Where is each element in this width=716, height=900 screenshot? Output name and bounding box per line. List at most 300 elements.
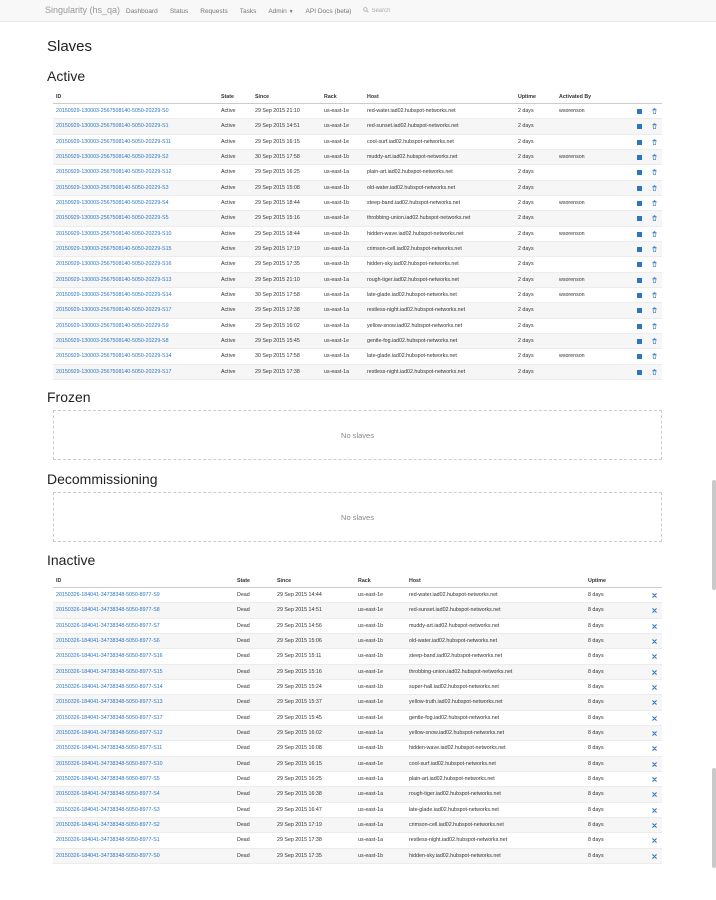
state-cell: Dead bbox=[237, 837, 250, 844]
uptime-cell: 8 days bbox=[588, 607, 604, 614]
host-cell: old-water.iad02.hubspot-networks.net bbox=[367, 184, 456, 191]
rack-cell: us-east-1a bbox=[324, 368, 350, 375]
rack-cell: us-east-1e bbox=[358, 760, 384, 767]
slave-id-link[interactable]: 20150326-184041-34738348-5050-8977-S10 bbox=[56, 760, 163, 767]
rack-cell: us-east-1b bbox=[324, 199, 350, 206]
rack-cell: us-east-1e bbox=[358, 668, 384, 675]
remove-icon[interactable] bbox=[652, 608, 657, 613]
slave-id-link[interactable]: 20150929-130003-2567508140-5050-20229-S12 bbox=[56, 169, 172, 176]
host-cell: rough-tiger.iad02.hubspot-networks.net bbox=[409, 791, 501, 798]
state-cell: Active bbox=[221, 184, 236, 191]
remove-icon[interactable] bbox=[652, 639, 657, 644]
nav-tasks[interactable]: Tasks bbox=[239, 7, 257, 15]
freeze-icon[interactable] bbox=[637, 186, 642, 191]
rack-cell: us-east-1b bbox=[358, 622, 384, 629]
state-cell: Active bbox=[221, 230, 236, 237]
host-cell: late-glade.iad02.hubspot-networks.net bbox=[367, 353, 457, 360]
state-cell: Dead bbox=[237, 592, 250, 598]
rack-cell: us-east-1e bbox=[358, 714, 384, 721]
inactive-slaves-table bbox=[53, 574, 662, 864]
remove-icon[interactable] bbox=[652, 777, 657, 782]
uptime-cell: 8 days bbox=[588, 760, 604, 767]
activated-by-cell: wsorenson bbox=[559, 291, 585, 298]
table-row bbox=[53, 649, 662, 664]
nav-status[interactable]: Status bbox=[169, 7, 189, 15]
since-cell: 29 Sep 2015 16:02 bbox=[277, 729, 322, 736]
state-cell: Active bbox=[221, 215, 236, 222]
trash-icon[interactable] bbox=[652, 338, 657, 344]
nav-dashboard[interactable]: Dashboard bbox=[126, 7, 158, 15]
freeze-icon[interactable] bbox=[637, 155, 642, 160]
table-row bbox=[53, 349, 662, 364]
rack-cell: us-east-1e bbox=[358, 592, 384, 598]
trash-icon[interactable] bbox=[652, 292, 657, 298]
since-cell: 30 Sep 2015 17:58 bbox=[255, 291, 300, 298]
uptime-cell: 2 days bbox=[518, 276, 534, 283]
brand[interactable]: Singularity (hs_qa) bbox=[45, 5, 121, 15]
trash-icon[interactable] bbox=[652, 261, 657, 267]
slave-id-link[interactable]: 20150929-130003-2567508140-5050-20229-S13 bbox=[56, 276, 172, 283]
host-cell: restless-night.iad02.hubspot-networks.net bbox=[409, 837, 508, 844]
table-row bbox=[53, 104, 662, 119]
slave-id-link[interactable]: 20150929-130003-2567508140-5050-20229-S14 bbox=[56, 291, 172, 298]
active-section-title: Active bbox=[47, 68, 86, 84]
uptime-cell: 8 days bbox=[588, 653, 604, 660]
col-header-state: State bbox=[237, 578, 250, 584]
rack-cell: us-east-1a bbox=[324, 307, 350, 314]
table-row bbox=[53, 757, 662, 772]
slave-id-link[interactable]: 20150929-130003-2567508140-5050-20229-S14 bbox=[56, 353, 172, 360]
freeze-icon[interactable] bbox=[637, 140, 642, 145]
trash-icon[interactable] bbox=[652, 139, 657, 145]
slave-id-link[interactable]: 20150929-130003-2567508140-5050-20229-S17 bbox=[56, 307, 172, 314]
activated-by-cell: wsorenson bbox=[559, 230, 585, 237]
table-row bbox=[53, 165, 662, 180]
uptime-cell: 2 days bbox=[518, 138, 534, 145]
since-cell: 29 Sep 2015 14:51 bbox=[277, 607, 322, 614]
host-cell: cool-surf.iad02.hubspot-networks.net bbox=[409, 760, 496, 767]
freeze-icon[interactable] bbox=[637, 247, 642, 252]
state-cell: Dead bbox=[237, 699, 250, 706]
rack-cell: us-east-1b bbox=[358, 653, 384, 660]
slave-id-link[interactable]: 20150929-130003-2567508140-5050-20229-S1 bbox=[56, 123, 169, 130]
host-cell: plain-art.iad02.hubspot-networks.net bbox=[409, 775, 495, 782]
uptime-cell: 8 days bbox=[588, 729, 604, 736]
host-cell: throbbing-union.iad02.hubspot-networks.net bbox=[409, 668, 513, 675]
trash-icon[interactable] bbox=[652, 169, 657, 175]
slave-id-link[interactable]: 20150929-130003-2567508140-5050-20229-S5 bbox=[56, 215, 169, 222]
nav-api-docs[interactable]: API Docs (beta) bbox=[305, 7, 352, 15]
col-header-since: Since bbox=[277, 578, 292, 584]
col-header-activated-by: Activated By bbox=[559, 94, 592, 100]
freeze-icon[interactable] bbox=[637, 339, 642, 344]
state-cell: Dead bbox=[237, 683, 250, 690]
slave-id-link[interactable]: 20150929-130003-2567508140-5050-20229-S9 bbox=[56, 322, 169, 329]
remove-icon[interactable] bbox=[652, 838, 657, 843]
rack-cell: us-east-1b bbox=[324, 153, 350, 160]
host-cell: muddy-art.iad02.hubspot-networks.net bbox=[367, 153, 458, 160]
trash-icon[interactable] bbox=[652, 123, 657, 129]
slave-id-link[interactable]: 20150929-130003-2567508140-5050-20229-S0 bbox=[56, 108, 169, 114]
slave-id-link[interactable]: 20150326-184041-34738348-5050-8977-S1 bbox=[56, 837, 160, 844]
inactive-rows bbox=[53, 588, 662, 864]
trash-icon[interactable] bbox=[652, 154, 657, 160]
uptime-cell: 2 days bbox=[518, 108, 534, 114]
host-cell: rough-tiger.iad02.hubspot-networks.net bbox=[367, 276, 459, 283]
table-row bbox=[53, 833, 662, 848]
remove-icon[interactable] bbox=[652, 746, 657, 751]
table-row bbox=[53, 150, 662, 165]
remove-icon[interactable] bbox=[652, 808, 657, 813]
activated-by-cell: wsorenson bbox=[559, 199, 585, 206]
host-cell: crimson-cell.iad02.hubspot-networks.net bbox=[409, 821, 504, 828]
rack-cell: us-east-1a bbox=[358, 729, 384, 736]
uptime-cell: 8 days bbox=[588, 852, 604, 859]
freeze-icon[interactable] bbox=[637, 216, 642, 221]
table-row bbox=[53, 665, 662, 680]
host-cell: yellow-truth.iad02.hubspot-networks.net bbox=[409, 699, 503, 706]
table-row bbox=[53, 603, 662, 618]
empty-message: No slaves bbox=[341, 430, 374, 440]
trash-icon[interactable] bbox=[652, 200, 657, 206]
remove-icon[interactable] bbox=[652, 731, 657, 736]
col-header-id: ID bbox=[56, 94, 62, 100]
freeze-icon[interactable] bbox=[637, 109, 642, 114]
uptime-cell: 8 days bbox=[588, 821, 604, 828]
host-cell: old-water.iad02.hubspot-networks.net bbox=[409, 637, 498, 644]
slave-id-link[interactable]: 20150326-184041-34738348-5050-8977-S13 bbox=[56, 699, 163, 706]
uptime-cell: 8 days bbox=[588, 668, 604, 675]
rack-cell: us-east-1a bbox=[358, 821, 384, 828]
frozen-empty-state bbox=[53, 410, 662, 460]
col-header-rack: Rack bbox=[358, 578, 371, 584]
freeze-icon[interactable] bbox=[637, 293, 642, 298]
uptime-cell: 2 days bbox=[518, 368, 534, 375]
table-row bbox=[53, 181, 662, 196]
slave-id-link[interactable]: 20150929-130003-2567508140-5050-20229-S16 bbox=[56, 261, 172, 268]
trash-icon[interactable] bbox=[652, 231, 657, 237]
since-cell: 29 Sep 2015 17:35 bbox=[277, 852, 322, 859]
rack-cell: us-east-1e bbox=[324, 108, 350, 114]
host-cell: cool-surf.iad02.hubspot-networks.net bbox=[367, 138, 454, 145]
table-row bbox=[53, 211, 662, 226]
freeze-icon[interactable] bbox=[637, 278, 642, 283]
since-cell: 29 Sep 2015 15:45 bbox=[277, 714, 322, 721]
table-row bbox=[53, 726, 662, 741]
remove-icon[interactable] bbox=[652, 854, 657, 859]
since-cell: 29 Sep 2015 14:51 bbox=[255, 123, 300, 130]
nav-admin-dropdown[interactable] bbox=[262, 8, 299, 15]
trash-icon[interactable] bbox=[652, 353, 657, 359]
uptime-cell: 8 days bbox=[588, 683, 604, 690]
state-cell: Dead bbox=[237, 745, 250, 752]
rack-cell: us-east-1e bbox=[324, 215, 350, 222]
state-cell: Active bbox=[221, 245, 236, 252]
rack-cell: us-east-1a bbox=[324, 291, 350, 298]
nav-requests[interactable]: Requests bbox=[200, 7, 228, 15]
search-icon bbox=[363, 7, 369, 15]
freeze-icon[interactable] bbox=[637, 124, 642, 129]
uptime-cell: 8 days bbox=[588, 592, 604, 598]
rack-cell: us-east-1b bbox=[324, 261, 350, 268]
uptime-cell: 2 days bbox=[518, 337, 534, 344]
nav-search bbox=[357, 7, 417, 15]
since-cell: 29 Sep 2015 15:16 bbox=[255, 215, 300, 222]
col-header-host: Host bbox=[367, 94, 379, 100]
table-row bbox=[53, 334, 662, 349]
col-header-id: ID bbox=[56, 578, 62, 584]
table-row bbox=[53, 803, 662, 818]
table-row bbox=[53, 772, 662, 787]
uptime-cell: 2 days bbox=[518, 353, 534, 360]
freeze-icon[interactable] bbox=[637, 232, 642, 237]
remove-icon[interactable] bbox=[652, 762, 657, 767]
rack-cell: us-east-1b bbox=[358, 852, 384, 859]
col-header-rack: Rack bbox=[324, 94, 337, 100]
state-cell: Active bbox=[221, 138, 236, 145]
slave-id-link[interactable]: 20150929-130003-2567508140-5050-20229-S10 bbox=[56, 230, 172, 237]
slave-id-link[interactable]: 20150929-130003-2567508140-5050-20229-S8 bbox=[56, 337, 169, 344]
uptime-cell: 2 days bbox=[518, 184, 534, 191]
state-cell: Active bbox=[221, 153, 236, 160]
host-cell: red-water.iad02.hubspot-networks.net bbox=[367, 108, 456, 114]
trash-icon[interactable] bbox=[652, 277, 657, 283]
rack-cell: us-east-1e bbox=[324, 123, 350, 130]
table-row bbox=[53, 588, 662, 603]
since-cell: 29 Sep 2015 16:47 bbox=[277, 806, 322, 813]
uptime-cell: 8 days bbox=[588, 637, 604, 644]
state-cell: Dead bbox=[237, 714, 250, 721]
freeze-icon[interactable] bbox=[637, 170, 642, 175]
trash-icon[interactable] bbox=[652, 108, 657, 114]
inactive-section-title: Inactive bbox=[47, 552, 96, 568]
slave-id-link[interactable]: 20150326-184041-34738348-5050-8977-S16 bbox=[56, 653, 163, 660]
slave-id-link[interactable]: 20150326-184041-34738348-5050-8977-S7 bbox=[56, 622, 160, 629]
since-cell: 29 Sep 2015 14:56 bbox=[277, 622, 322, 629]
rack-cell: us-east-1a bbox=[358, 791, 384, 798]
decommissioning-empty-state bbox=[53, 492, 662, 542]
state-cell: Dead bbox=[237, 760, 250, 767]
freeze-icon[interactable] bbox=[637, 370, 642, 375]
rack-cell: us-east-1b bbox=[358, 745, 384, 752]
state-cell: Dead bbox=[237, 637, 250, 644]
host-cell: steep-band.iad02.hubspot-networks.net bbox=[367, 199, 461, 206]
table-row bbox=[53, 849, 662, 864]
host-cell: restless-night.iad02.hubspot-networks.net bbox=[367, 307, 466, 314]
rack-cell: us-east-1b bbox=[358, 637, 384, 644]
state-cell: Active bbox=[221, 123, 236, 130]
rack-cell: us-east-1b bbox=[324, 184, 350, 191]
slave-id-link[interactable]: 20150326-184041-34738348-5050-8977-S9 bbox=[56, 592, 160, 598]
rack-cell: us-east-1a bbox=[324, 245, 350, 252]
since-cell: 29 Sep 2015 17:19 bbox=[277, 821, 322, 828]
trash-icon[interactable] bbox=[652, 369, 657, 375]
remove-icon[interactable] bbox=[652, 670, 657, 675]
since-cell: 30 Sep 2015 17:58 bbox=[255, 353, 300, 360]
table-header bbox=[53, 90, 662, 104]
search-input[interactable] bbox=[371, 8, 411, 14]
since-cell: 29 Sep 2015 14:44 bbox=[277, 592, 322, 598]
freeze-icon[interactable] bbox=[637, 354, 642, 359]
trash-icon[interactable] bbox=[652, 215, 657, 221]
activated-by-cell: wsorenson bbox=[559, 153, 585, 160]
remove-icon[interactable] bbox=[652, 792, 657, 797]
state-cell: Active bbox=[221, 261, 236, 268]
since-cell: 29 Sep 2015 16:25 bbox=[255, 169, 300, 176]
freeze-icon[interactable] bbox=[637, 308, 642, 313]
table-row bbox=[53, 135, 662, 150]
state-cell: Dead bbox=[237, 852, 250, 859]
uptime-cell: 8 days bbox=[588, 837, 604, 844]
table-row bbox=[53, 619, 662, 634]
slave-id-link[interactable]: 20150326-184041-34738348-5050-8977-S5 bbox=[56, 775, 160, 782]
since-cell: 29 Sep 2015 15:24 bbox=[277, 683, 322, 690]
state-cell: Dead bbox=[237, 791, 250, 798]
active-rows bbox=[53, 104, 662, 380]
slave-id-link[interactable]: 20150929-130003-2567508140-5050-20229-S2 bbox=[56, 153, 169, 160]
since-cell: 29 Sep 2015 15:08 bbox=[255, 184, 300, 191]
since-cell: 29 Sep 2015 17:38 bbox=[255, 368, 300, 375]
remove-icon[interactable] bbox=[652, 685, 657, 690]
table-row bbox=[53, 365, 662, 380]
since-cell: 29 Sep 2015 15:16 bbox=[277, 668, 322, 675]
slave-id-link[interactable]: 20150929-130003-2567508140-5050-20229-S4 bbox=[56, 199, 169, 206]
remove-icon[interactable] bbox=[652, 716, 657, 721]
state-cell: Active bbox=[221, 353, 236, 360]
activated-by-cell: wsorenson bbox=[559, 108, 585, 114]
remove-icon[interactable] bbox=[652, 593, 657, 598]
uptime-cell: 2 days bbox=[518, 291, 534, 298]
table-row bbox=[53, 119, 662, 134]
scrollbar-thumb[interactable] bbox=[712, 480, 716, 590]
rack-cell: us-east-1e bbox=[358, 607, 384, 614]
since-cell: 29 Sep 2015 15:06 bbox=[277, 637, 322, 644]
navbar bbox=[0, 0, 716, 22]
since-cell: 29 Sep 2015 17:38 bbox=[255, 307, 300, 314]
since-cell: 29 Sep 2015 16:02 bbox=[255, 322, 300, 329]
freeze-icon[interactable] bbox=[637, 201, 642, 206]
col-header-host: Host bbox=[409, 578, 421, 584]
trash-icon[interactable] bbox=[652, 323, 657, 329]
since-cell: 29 Sep 2015 16:15 bbox=[277, 760, 322, 767]
state-cell: Active bbox=[221, 322, 236, 329]
trash-icon[interactable] bbox=[652, 307, 657, 313]
uptime-cell: 2 days bbox=[518, 261, 534, 268]
slave-id-link[interactable]: 20150929-130003-2567508140-5050-20229-S17 bbox=[56, 368, 172, 375]
since-cell: 29 Sep 2015 21:10 bbox=[255, 276, 300, 283]
uptime-cell: 2 days bbox=[518, 199, 534, 206]
slave-id-link[interactable]: 20150326-184041-34738348-5050-8977-S14 bbox=[56, 683, 163, 690]
slave-id-link[interactable]: 20150929-130003-2567508140-5050-20229-S3 bbox=[56, 184, 169, 191]
remove-icon[interactable] bbox=[652, 624, 657, 629]
scrollbar-thumb-secondary[interactable] bbox=[712, 768, 716, 868]
slave-id-link[interactable]: 20150326-184041-34738348-5050-8977-S6 bbox=[56, 637, 160, 644]
since-cell: 29 Sep 2015 17:35 bbox=[255, 261, 300, 268]
trash-icon[interactable] bbox=[652, 185, 657, 191]
since-cell: 29 Sep 2015 16:25 bbox=[277, 775, 322, 782]
table-row bbox=[53, 741, 662, 756]
host-cell: crimson-cell.iad02.hubspot-networks.net bbox=[367, 245, 462, 252]
uptime-cell: 8 days bbox=[588, 806, 604, 813]
since-cell: 30 Sep 2015 17:58 bbox=[255, 153, 300, 160]
slave-id-link[interactable]: 20150326-184041-34738348-5050-8977-S15 bbox=[56, 668, 163, 675]
uptime-cell: 2 days bbox=[518, 215, 534, 222]
uptime-cell: 8 days bbox=[588, 745, 604, 752]
state-cell: Active bbox=[221, 307, 236, 314]
since-cell: 29 Sep 2015 16:08 bbox=[277, 745, 322, 752]
slave-id-link[interactable]: 20150326-184041-34738348-5050-8977-S0 bbox=[56, 852, 160, 859]
empty-message: No slaves bbox=[341, 512, 374, 522]
slave-id-link[interactable]: 20150326-184041-34738348-5050-8977-S17 bbox=[56, 714, 163, 721]
freeze-icon[interactable] bbox=[637, 262, 642, 267]
rack-cell: us-east-1a bbox=[324, 169, 350, 176]
col-header-state: State bbox=[221, 94, 234, 100]
table-row bbox=[53, 257, 662, 272]
decommissioning-section-title: Decommissioning bbox=[47, 471, 158, 487]
since-cell: 29 Sep 2015 21:10 bbox=[255, 108, 300, 114]
slave-id-link[interactable]: 20150326-184041-34738348-5050-8977-S4 bbox=[56, 791, 160, 798]
active-slaves-table bbox=[53, 90, 662, 380]
state-cell: Dead bbox=[237, 622, 250, 629]
rack-cell: us-east-1a bbox=[358, 806, 384, 813]
host-cell: restless-night.iad02.hubspot-networks.net bbox=[367, 368, 466, 375]
host-cell: throbbing-union.iad02.hubspot-networks.net bbox=[367, 215, 471, 222]
col-header-since: Since bbox=[255, 94, 270, 100]
table-row bbox=[53, 242, 662, 257]
trash-icon[interactable] bbox=[652, 246, 657, 252]
uptime-cell: 8 days bbox=[588, 791, 604, 798]
host-cell: red-sunset.iad02.hubspot-networks.net bbox=[409, 607, 501, 614]
since-cell: 29 Sep 2015 15:37 bbox=[277, 699, 322, 706]
rack-cell: us-east-1e bbox=[358, 699, 384, 706]
frozen-section-title: Frozen bbox=[47, 389, 91, 405]
slave-id-link[interactable]: 20150326-184041-34738348-5050-8977-S8 bbox=[56, 607, 160, 614]
state-cell: Dead bbox=[237, 729, 250, 736]
slave-id-link[interactable]: 20150326-184041-34738348-5050-8977-S3 bbox=[56, 806, 160, 813]
host-cell: hidden-wave.iad02.hubspot-networks.net bbox=[367, 230, 464, 237]
remove-icon[interactable] bbox=[652, 700, 657, 705]
slave-id-link[interactable]: 20150326-184041-34738348-5050-8977-S2 bbox=[56, 821, 160, 828]
uptime-cell: 2 days bbox=[518, 169, 534, 176]
host-cell: plain-art.iad02.hubspot-networks.net bbox=[367, 169, 453, 176]
since-cell: 29 Sep 2015 15:11 bbox=[277, 653, 322, 660]
host-cell: hidden-sky.iad02.hubspot-networks.net bbox=[409, 852, 501, 859]
rack-cell: us-east-1e bbox=[324, 138, 350, 145]
freeze-icon[interactable] bbox=[637, 324, 642, 329]
slave-id-link[interactable]: 20150326-184041-34738348-5050-8977-S11 bbox=[56, 745, 163, 752]
host-cell: hidden-wave.iad02.hubspot-networks.net bbox=[409, 745, 506, 752]
table-row bbox=[53, 288, 662, 303]
slave-id-link[interactable]: 20150929-130003-2567508140-5050-20229-S15 bbox=[56, 245, 172, 252]
activated-by-cell: wsorenson bbox=[559, 276, 585, 283]
rack-cell: us-east-1b bbox=[324, 230, 350, 237]
nav-admin-label: Admin bbox=[268, 7, 287, 15]
remove-icon[interactable] bbox=[652, 823, 657, 828]
uptime-cell: 2 days bbox=[518, 153, 534, 160]
state-cell: Active bbox=[221, 291, 236, 298]
uptime-cell: 8 days bbox=[588, 714, 604, 721]
host-cell: yellow-snow.iad02.hubspot-networks.net bbox=[409, 729, 505, 736]
activated-by-cell: wsorenson bbox=[559, 353, 585, 360]
slave-id-link[interactable]: 20150929-130003-2567508140-5050-20229-S11 bbox=[56, 138, 172, 145]
slave-id-link[interactable]: 20150326-184041-34738348-5050-8977-S12 bbox=[56, 729, 163, 736]
remove-icon[interactable] bbox=[652, 654, 657, 659]
uptime-cell: 2 days bbox=[518, 230, 534, 237]
rack-cell: us-east-1e bbox=[324, 337, 350, 344]
since-cell: 29 Sep 2015 16:15 bbox=[255, 138, 300, 145]
since-cell: 29 Sep 2015 18:44 bbox=[255, 199, 300, 206]
col-header-uptime: Uptime bbox=[518, 94, 536, 100]
